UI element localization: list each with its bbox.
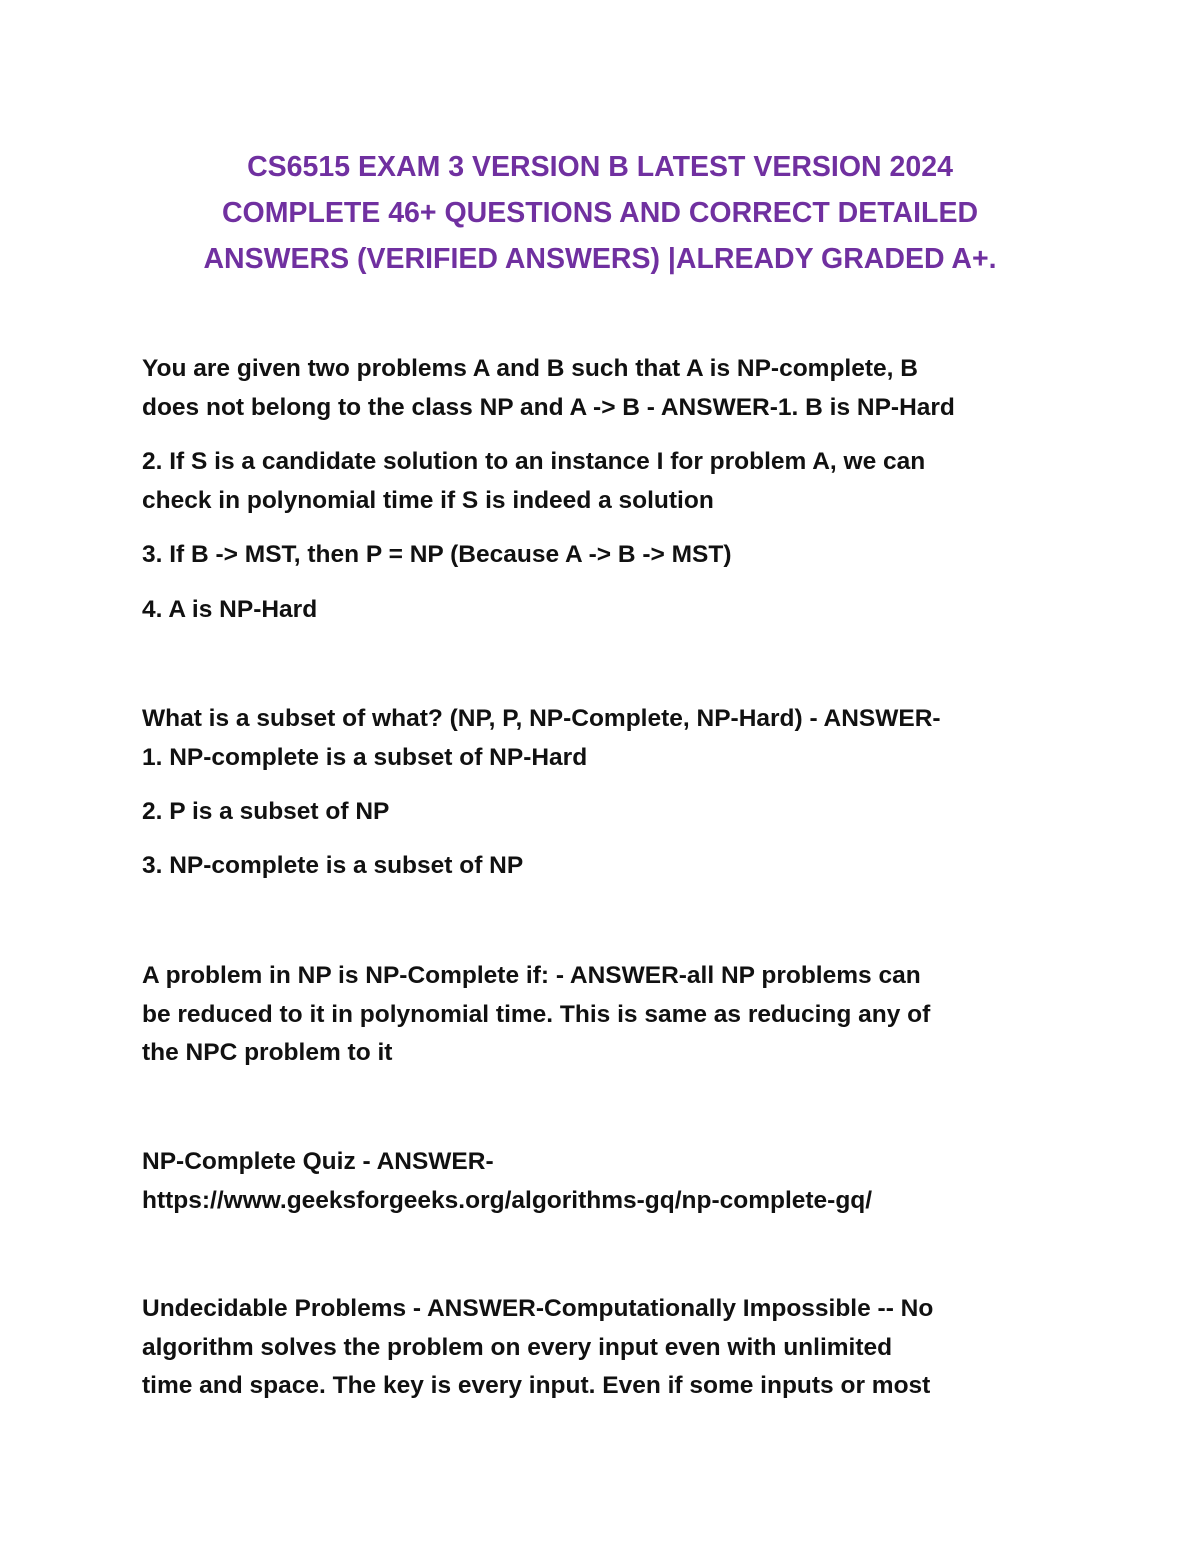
title-line-1: CS6515 EXAM 3 VERSION B LATEST VERSION 2024 [247, 151, 953, 183]
question-1-item-3-text: 3. If B -> MST, then P = NP (Because A -> B -> MST) [142, 541, 732, 568]
question-1-line-2: does not belong to the class NP and A -> B - ANSWER-1. B is NP-Hard [142, 393, 955, 421]
question-4-link: https://www.geeksforgeeks.org/algorithms-gq/np-complete-gq/ [142, 1186, 873, 1214]
question-2-item-2 [142, 793, 1082, 832]
question-2 [142, 700, 1082, 777]
question-1 [142, 350, 1082, 427]
document-title [100, 144, 1100, 282]
question-2-line-1: What is a subset of what? (NP, P, NP-Complete, NP-Hard) - ANSWER- [142, 705, 941, 732]
question-4 [142, 1143, 1082, 1220]
question-2-line-2: 1. NP-complete is a subset of NP-Hard [142, 743, 588, 771]
question-1-item-2-line-1: 2. If S is a candidate solution to an instance I for problem A, we can [142, 448, 926, 475]
question-2-item-2-text: 2. P is a subset of NP [142, 798, 390, 825]
question-1-item-2-line-2: check in polynomial time if S is indeed a solution [142, 486, 714, 514]
question-1-item-3 [142, 536, 1082, 575]
question-2-item-3 [142, 847, 1082, 886]
title-line-2: COMPLETE 46+ QUESTIONS AND CORRECT DETAILED [221, 197, 979, 229]
question-5-line-2: algorithm solves the problem on every input even with unlimited [142, 1333, 893, 1361]
question-1-item-4 [142, 591, 1082, 630]
question-3-line-2: be reduced to it in polynomial time. This is same as reducing any of [142, 1000, 931, 1028]
question-5 [142, 1290, 1082, 1406]
question-1-item-4-text: 4. A is NP-Hard [142, 596, 318, 623]
question-1-line-1: You are given two problems A and B such that A is NP-complete, B [142, 355, 918, 382]
question-5-line-1: Undecidable Problems - ANSWER-Computationally Impossible -- No [142, 1295, 934, 1322]
question-5-line-3: time and space. The key is every input. Even if some inputs or most [142, 1372, 931, 1399]
question-1-item-2 [142, 443, 1082, 520]
question-3 [142, 957, 1082, 1073]
title-line-3: ANSWERS (VERIFIED ANSWERS) |ALREADY GRADED A+. [203, 243, 997, 275]
question-2-item-3-text: 3. NP-complete is a subset of NP [142, 852, 524, 879]
question-3-line-3: the NPC problem to it [142, 1039, 393, 1066]
question-4-line-1: NP-Complete Quiz - ANSWER- [142, 1148, 494, 1175]
question-3-line-1: A problem in NP is NP-Complete if: - ANSWER-all NP problems can [142, 962, 921, 989]
